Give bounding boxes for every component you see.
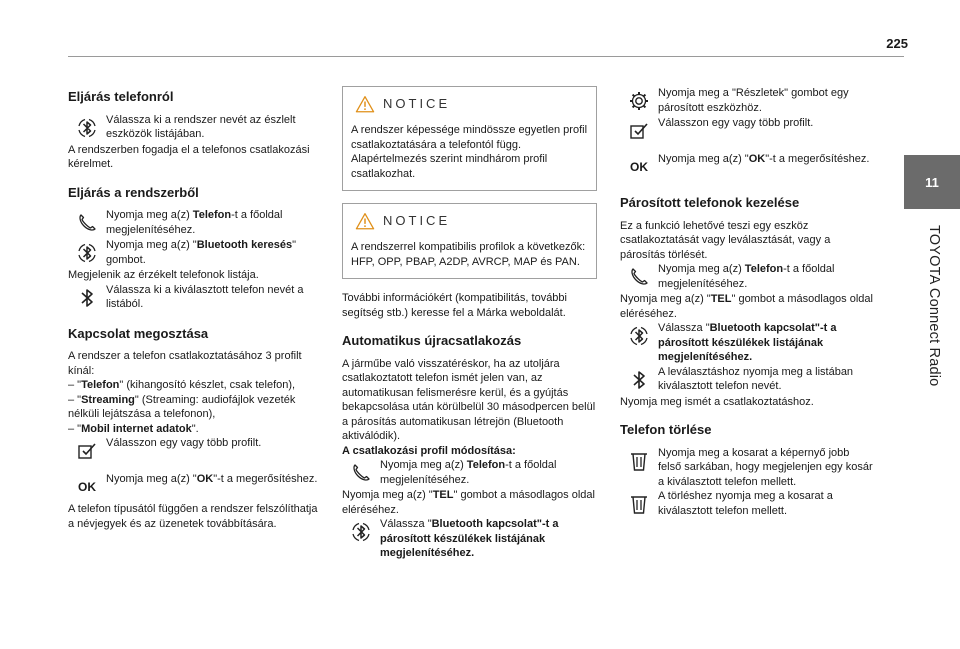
step-bluetooth-search: Nyomja meg a(z) "Bluetooth keresés" gombot. [68, 238, 323, 268]
paragraph: További információkért (kompatibilitás, további segítség stb.) keresse fel a Márka weboldalát. [342, 292, 567, 319]
ok-icon: OK [630, 159, 648, 174]
heading-from-system: Eljárás a rendszerből [68, 184, 199, 200]
column-1 [68, 82, 323, 531]
heading-connection-sharing: Kapcsolat megosztása [68, 325, 209, 341]
paragraph: Nyomja meg ismét a csatlakoztatáshoz. [620, 395, 814, 408]
column-2 [342, 86, 597, 561]
checkbox-icon [620, 116, 658, 146]
chapter-number: 11 [904, 155, 960, 209]
step-select-profile: Válasszon egy vagy több profilt. [620, 116, 875, 146]
paragraph: A rendszer a telefon csatlakoztatásához 3 profilt kínál: [68, 350, 302, 377]
step-press-ok: OK Nyomja meg a(z) "OK"-t a megerősítéshez. [68, 472, 323, 502]
paragraph: Nyomja meg a(z) "TEL" gombot a másodlagos oldal eléréséhez. [342, 489, 595, 516]
paragraph-bold: A csatlakozási profil módosítása: [342, 444, 516, 457]
list-item: – "Mobil internet adatok". [68, 422, 199, 435]
notice-box-2 [342, 203, 597, 279]
paragraph: Ez a funkció lehetővé teszi egy eszköz csatlakoztatását vagy leválasztását, vagy a párosítás törlését. [620, 219, 831, 261]
step-bluetooth-connection: Válassza "Bluetooth kapcsolat"-t a párosított készülékek listájának megjelenítéséhez. [620, 321, 875, 365]
trash-icon [620, 446, 658, 476]
ok-icon: OK [78, 479, 96, 494]
paragraph: A rendszerben fogadja el a telefonos csatlakozási kérelmet. [68, 143, 310, 170]
checkbox-icon [68, 436, 106, 466]
trash-icon [620, 489, 658, 519]
chapter-tab [904, 155, 960, 645]
step-select-phone: Válassza ki a kiválasztott telefon nevét a listából. [68, 283, 323, 313]
notice-text: A rendszer képessége mindössze egyetlen profil csatlakoztatására a telefontól függ. Alapértelmezés szerint mindhárom profil csatlakozhat. [351, 124, 588, 180]
step-press-telefon: Nyomja meg a(z) Telefon-t a főoldal megjelenítéséhez. [342, 458, 597, 488]
page-number: 225 [886, 36, 908, 51]
step-disconnect: A leválasztáshoz nyomja meg a listában kiválasztott telefon nevét. [620, 365, 875, 395]
notice-text: A rendszerrel kompatibilis profilok a következők: HFP, OPP, PBAP, A2DP, AVRCP, MAP és PAN. [351, 241, 586, 268]
bluetooth-icon [620, 365, 658, 395]
step-select-profile: Válasszon egy vagy több profilt. [68, 436, 323, 466]
paragraph: Nyomja meg a(z) "TEL" gombot a másodlagos oldal eléréséhez. [620, 293, 873, 320]
heading-from-phone: Eljárás telefonról [68, 89, 174, 104]
step-press-ok: OK Nyomja meg a(z) "OK"-t a megerősítéshez. [620, 152, 875, 182]
heading-delete-phone: Telefon törlése [620, 422, 712, 437]
bluetooth-icon [68, 283, 106, 313]
heading-auto-reconnect: Automatikus újracsatlakozás [342, 333, 522, 348]
chapter-label: TOYOTA Connect Radio [926, 225, 942, 387]
step-delete: A törléshez nyomja meg a kosarat a kiválasztott telefon mellett. [620, 489, 875, 519]
list-item: – "Telefon" (kihangosító készlet, csak telefon), [68, 379, 296, 391]
paragraph: A telefon típusától függően a rendszer felszólíthatja a névjegyek és az üzenetek továbbítására. [68, 503, 318, 530]
heading-manage-paired: Párosított telefonok kezelése [620, 195, 800, 210]
step-press-telefon: Nyomja meg a(z) Telefon-t a főoldal megjelenítéséhez. [68, 208, 323, 238]
paragraph: Megjelenik az érzékelt telefonok listája. [68, 269, 259, 281]
bluetooth-search-icon [68, 238, 106, 268]
notice-box-1 [342, 86, 597, 191]
step-press-telefon: Nyomja meg a(z) Telefon-t a főoldal megjelenítéséhez. [620, 262, 875, 292]
phone-icon [68, 208, 106, 238]
notice-title: NOTICE [383, 212, 451, 228]
paragraph: A járműbe való visszatéréskor, ha az utoljára csatlakoztatott telefon ismét jelen van, az automatikusan felismerésre kerül, és a gyújtás bekapcsolása után körülbelül 30 másodpercen belül a párosítás automatikusan létrejön (Bluetooth aktiválódik). [342, 357, 596, 442]
phone-icon [620, 262, 658, 292]
list-item: – "Streaming" (Streaming: audiofájlok vezeték nélküli lejátszása a telefonon), [68, 393, 296, 420]
gear-icon [620, 86, 658, 116]
step-select-system: Válassza ki a rendszer nevét az észlelt eszközök listájában. [68, 113, 323, 143]
warning-icon [355, 212, 375, 230]
bluetooth-search-icon [68, 113, 106, 143]
bluetooth-search-icon [342, 517, 380, 547]
column-3 [620, 86, 875, 519]
step-details: Nyomja meg a "Részletek" gombot egy párosított eszközhöz. [620, 86, 875, 116]
step-bluetooth-connection: Válassza "Bluetooth kapcsolat"-t a párosított készülékek listájának megjelenítéséhez. [342, 517, 597, 561]
notice-title: NOTICE [383, 95, 451, 111]
top-rule [68, 56, 904, 57]
step-press-trash: Nyomja meg a kosarat a képernyő jobb felső sarkában, hogy megjelenjen egy kosár a kiválasztott telefon mellett. [620, 446, 875, 490]
phone-icon [342, 458, 380, 488]
bluetooth-search-icon [620, 321, 658, 351]
warning-icon [355, 95, 375, 113]
